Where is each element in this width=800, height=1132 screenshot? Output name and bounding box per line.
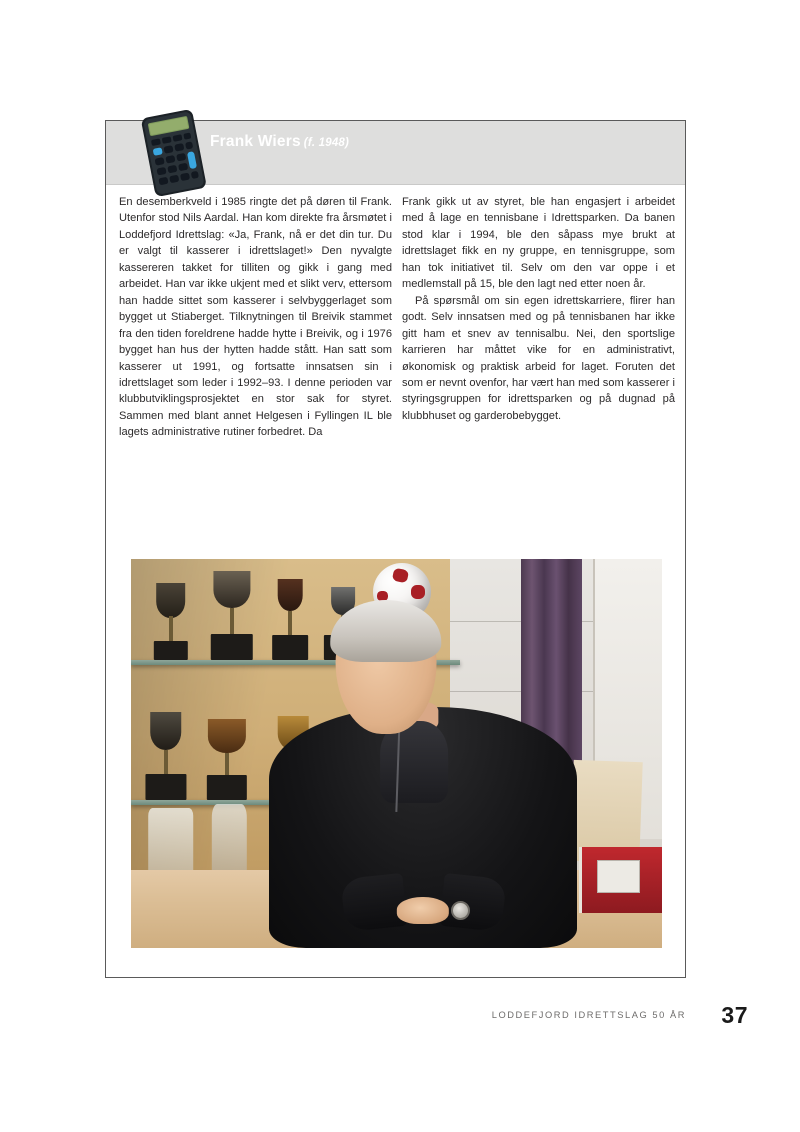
birth-year-note: (f. 1948) bbox=[303, 137, 350, 149]
article-columns bbox=[119, 194, 675, 441]
paragraph: En desemberkveld i 1985 ringte det på døren til Frank. Utenfor stod Nils Aardal. Han kom direkte fra årsmøtet i Loddefjord Idrettslag: «Ja, Frank, nå er det din tur. Du er valgt til kasserer i idrettslaget!» Den nyvalgte kassereren takket for tilliten og gikk i gang med arbeidet. Han var ikke ukjent med et slikt verv, ettersom han hadde sittet som kasserer i selvbyggerlaget som bygget ut Stiaberget. Tilknytningen til Breivik stammet fra den tiden foreldrene hadde hytte i Breivik, og i 1976 bygget han hus der hytten hadde stått. Han satt som kasserer ut 1991, og fortsatte innsatsen sin i idrettslaget som leder i 1992–93. I denne perioden var klubbutviklingsprosjektet en stor sak for styret. Sammen med blant annet Helgesen i Fyllingen IL ble lagets administrative rutiner forbedret. Da bbox=[119, 196, 392, 439]
paragraph: Frank gikk ut av styret, ble han engasjert i arbeidet med å lage en tennisbane i Idrettsparken. Da banen stod klar i 1994, ble den såpass mye brukt at idrettslaget fikk en ny gruppe, en tennisgruppe, som han tok initiativet til. Selv om den var oppe i et medlemstall på 15, ble den lagt ned etter noen år. bbox=[402, 196, 675, 291]
page-footer bbox=[0, 1002, 800, 1036]
footer-publication-label: LODDEFJORD IDRETTSLAG 50 ÅR bbox=[491, 1010, 686, 1020]
red-binder bbox=[579, 847, 662, 913]
page-title bbox=[210, 133, 349, 151]
person-figure bbox=[269, 707, 577, 948]
article-photo bbox=[131, 559, 662, 948]
paragraph: På spørsmål om sin egen idrettskarriere, flirer han godt. Selv innsatsen med og på tennisbanen har ikke gitt ham et snev av tennisalbu. Nei, den sportslige karrieren har måttet vike for en administrativt, økonomisk og praktisk arbeid for laget. Foruten det som er nevnt ovenfor, har vært han med som kasserer i styringsgruppen for idrettsparken og på dugnad på klubbhuset og garderobebygget. bbox=[402, 294, 675, 422]
calculator-icon bbox=[132, 105, 216, 203]
page-number: 37 bbox=[721, 1002, 748, 1028]
person-name: Frank Wiers bbox=[210, 133, 301, 150]
page-frame bbox=[105, 120, 686, 978]
wristwatch bbox=[451, 901, 470, 920]
text-column-right bbox=[402, 194, 675, 441]
text-column-left bbox=[119, 194, 392, 441]
